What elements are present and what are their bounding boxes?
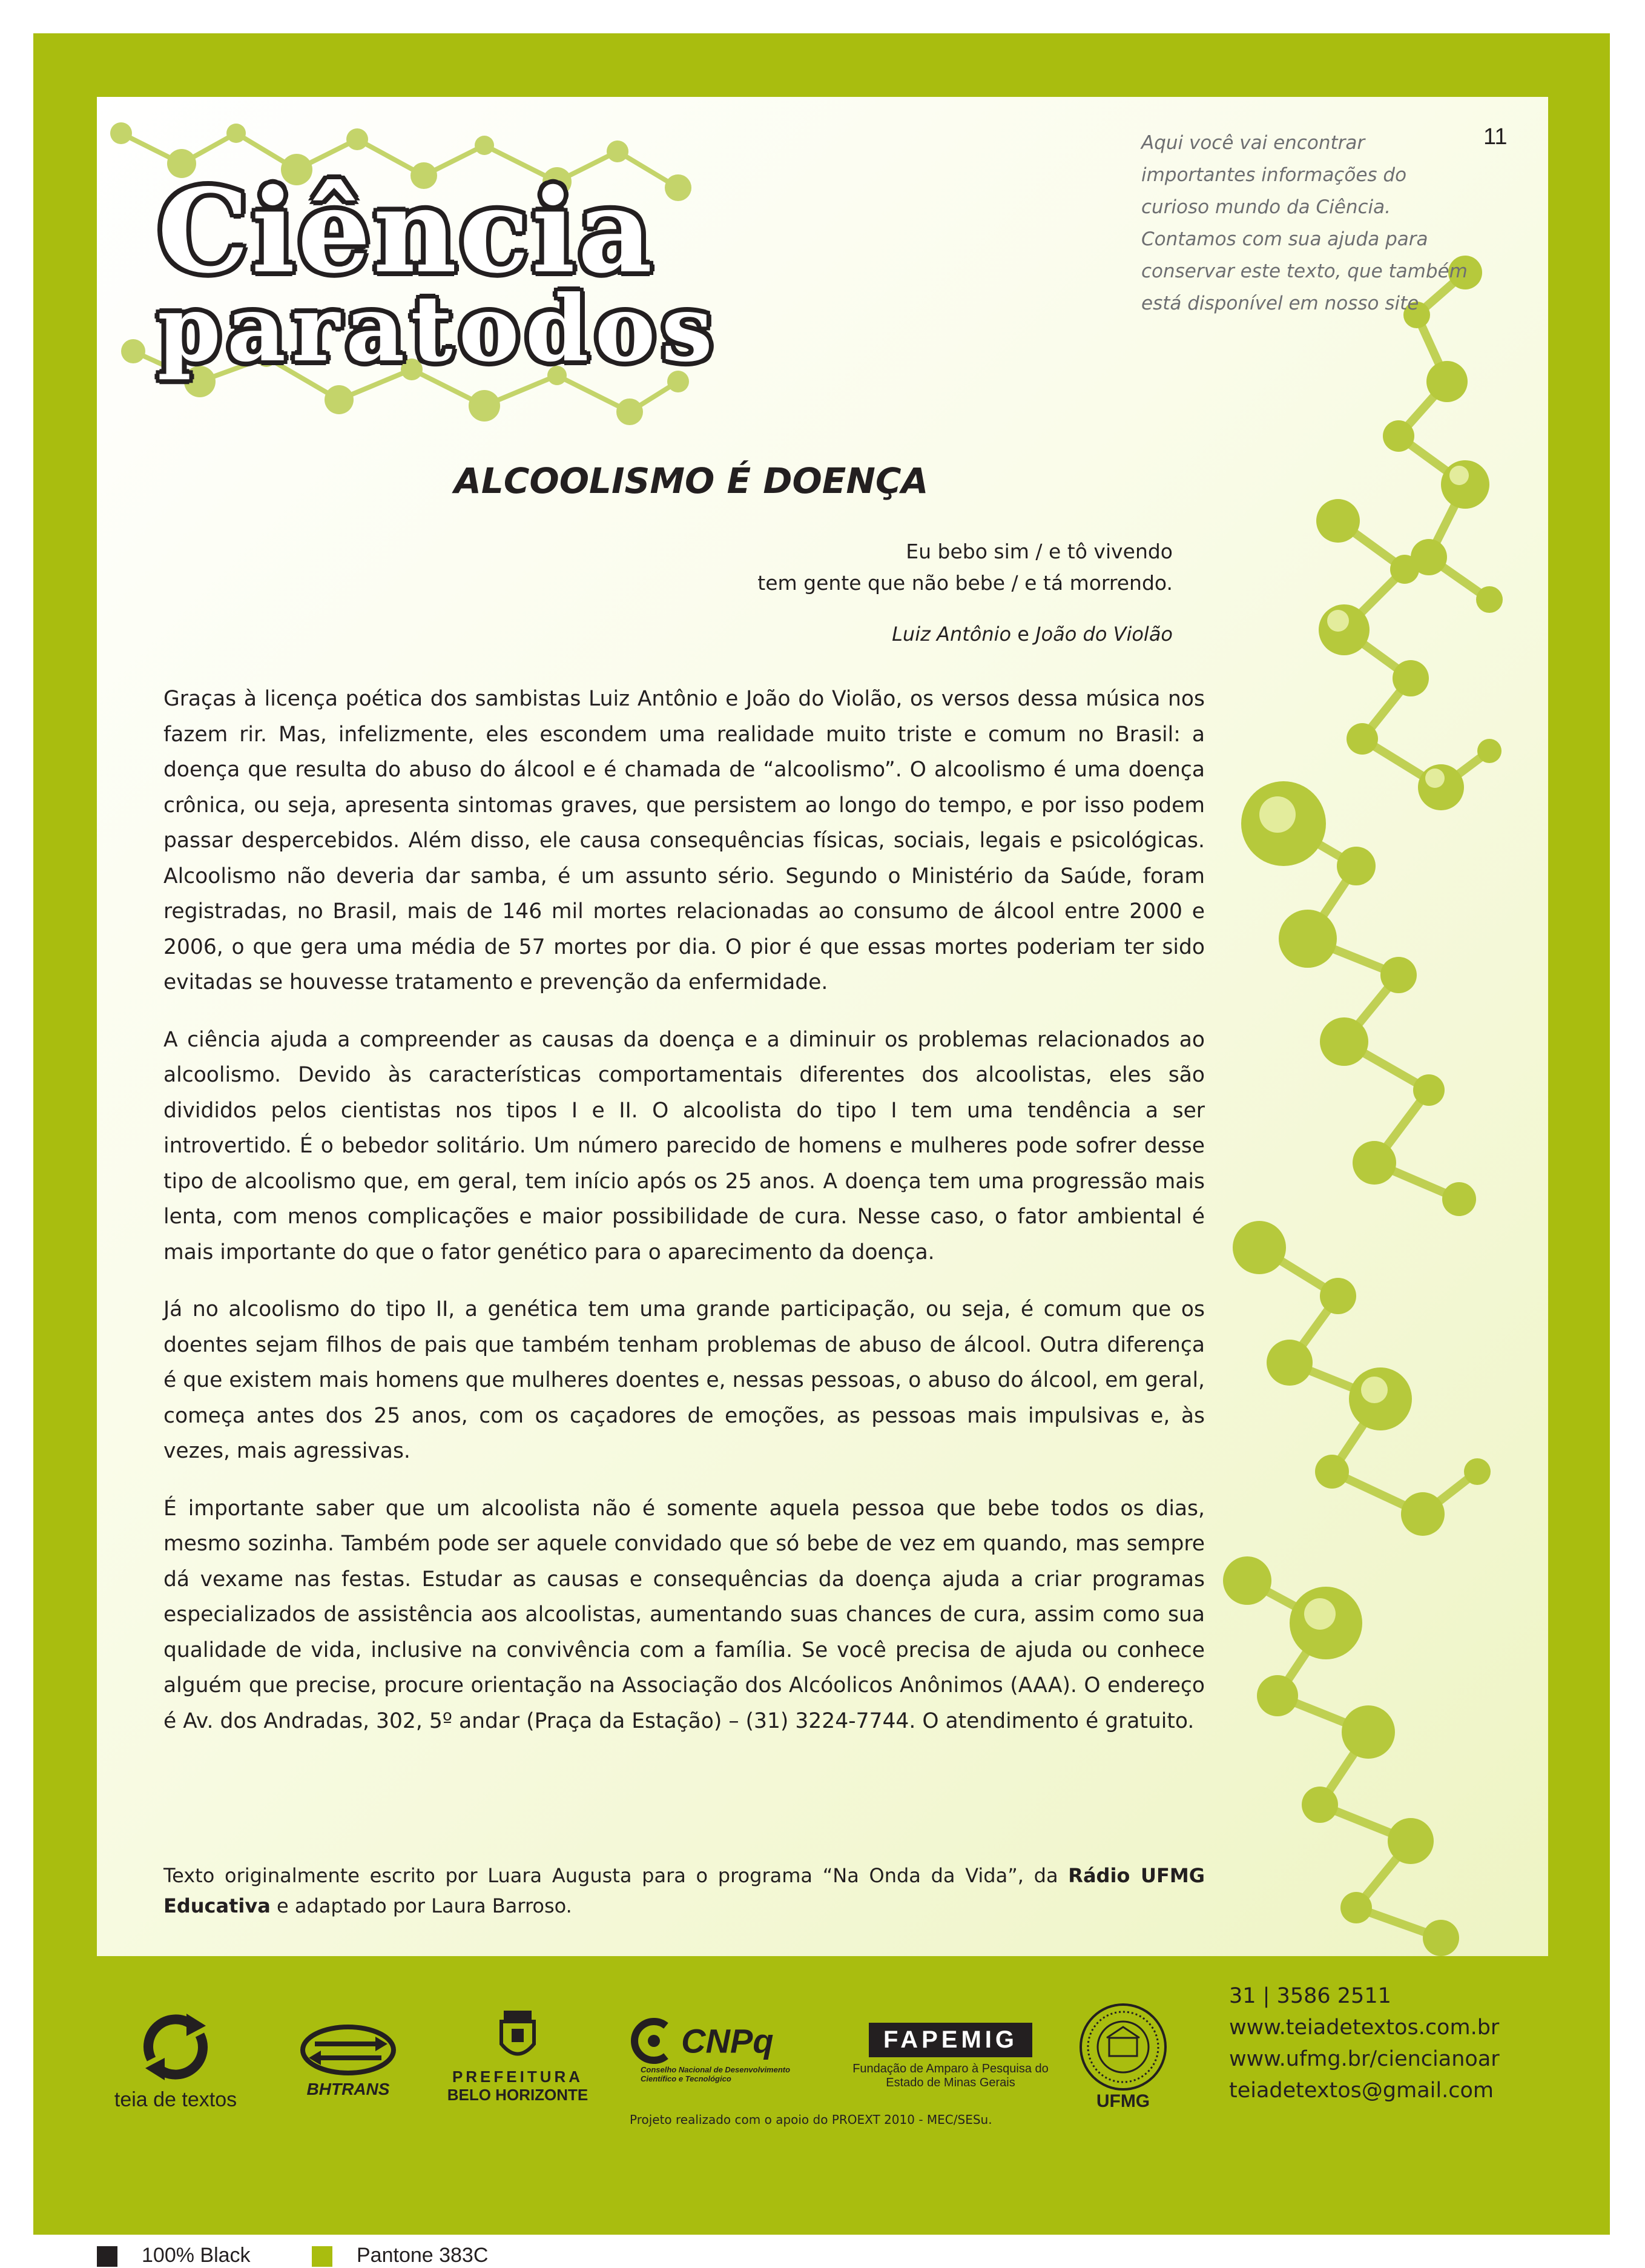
prefeitura-line2: BELO HORIZONTE <box>447 2086 588 2104</box>
logo-title: Ciência <box>157 164 655 299</box>
city-crest-icon <box>496 2005 539 2065</box>
pantone-color-chip <box>312 2246 332 2267</box>
cnpq-logo <box>630 2017 836 2083</box>
content-panel <box>97 97 1548 1956</box>
intro-line: Contamos com sua ajuda para <box>1141 228 1428 250</box>
cnpq-mark-icon <box>630 2017 678 2065</box>
black-swatch-label: 100% Black <box>142 2244 251 2267</box>
fapemig-logo <box>845 2023 1057 2090</box>
intro-text <box>1141 127 1505 320</box>
cycle-arrows-icon <box>133 2011 218 2083</box>
article-paragraph: Graças à licença poética dos sambistas Luiz Antônio e João do Violão, os versos dessa música nos fazem rir. Mas, infelizmente, eles escondem uma realidade muito triste e comum no Brasil: a doença que resulta do abuso do álcool e é chamada de “alcoolismo”. O alcoolismo é uma doença crônica, ou seja, apresenta sintomas graves, que persistem ao longo do tempo, e por isso podem passar despercebidos. Além disso, ele causa consequências físicas, sociais, legais e psicológicas. Alcoolismo não deveria dar samba, é um assunto sério. Segundo o Ministério da Saúde, foram registradas, no Brasil, mais de 146 mil mortes relacionadas ao consumo de álcool entre 2000 e 2006, o que gera uma média de 57 mortes por dia. O pior é que essas mortes poderiam ter sido evitadas se houvesse tratamento e prevenção da enfermidade. <box>163 687 1205 994</box>
author-conjunction: e <box>1017 623 1029 646</box>
intro-line: curioso mundo da Ciência. <box>1141 196 1391 218</box>
contact-block <box>1229 1980 1500 2106</box>
cnpq-subtitle: Conselho Nacional de Desenvolvimento <box>641 2065 791 2074</box>
article-title: ALCOOLISMO É DOENÇA <box>454 460 929 501</box>
logo-subtitle: paratodos <box>157 276 719 382</box>
bhtrans-logo <box>291 2017 406 2099</box>
epigraph-author <box>892 623 1173 646</box>
black-swatch <box>97 2244 251 2267</box>
article-paragraph: Já no alcoolismo do tipo II, a genética tem uma grande participação, ou seja, é comum que os doentes sejam filhos de pais que também tenham problemas de abuso de álcool. Outra diferença é que existem mais homens que mulheres doentes e, nessas pessoas, o abuso do álcool, em geral, começa antes dos 25 anos, com os caçadores de emoções, as pessoas mais impulsivas e, às vezes, mais agressivas. <box>163 1297 1205 1463</box>
support-note: Projeto realizado com o apoio do PROEXT 2010 - MEC/SESu. <box>630 2112 992 2127</box>
fapemig-subtitle: Estado de Minas Gerais <box>886 2076 1015 2089</box>
pantone-swatch <box>312 2244 488 2267</box>
teia-de-textos-logo <box>106 2011 245 2112</box>
fapemig-label: FAPEMIG <box>869 2023 1032 2057</box>
ciencia-logo <box>121 109 787 448</box>
credit-radio-name: Rádio UFMG Educativa <box>163 1864 1205 1917</box>
epigraph <box>757 536 1173 599</box>
page-number: 11 <box>1483 124 1508 150</box>
article-paragraph: É importante saber que um alcoolista não é somente aquela pessoa que bebe todos os dias, mesmo sozinha. Também pode ser aquele convidado que só bebe de vez em quando, mas sempre dá vexame nas festas. Estudar as causas e consequências da doença ajuda a criar programas especializados de assistência aos alcoolistas, aumentando suas chances de cura, assim como sua qualidade de vida, inclusive na convivência com a família. Se você precisa de ajuda ou conhece alguém que precise, procure orientação na Associação dos Alcóolicos Anônimos (AAA). O endereço é Av. dos Andradas, 302, 5º andar (Praça da Estação) – (31) 3224-7744. O atendimento é gratuito. <box>163 1496 1205 1733</box>
article-paragraph: A ciência ajuda a compreender as causas da doença e a diminuir os problemas relacionados ao alcoolismo. Devido às características comportamentais diferentes dos alcoolistas, eles são divididos pelos cientistas nos tipos I e II. O alcoolista do tipo I tem uma tendência a ser introvertido. É o bebedor solitário. Um número parecido de homens e mulheres pode sofrer desse tipo de alcoolismo que, em geral, tem início após os 25 anos. A doença tem uma progressão mais lenta, com menos complicações e maior possibilidade de cura. Nesse caso, o fator ambiental é mais importante do que o fator genético para o aparecimento da doença. <box>163 1027 1205 1265</box>
ufmg-logo <box>1075 2002 1172 2112</box>
cnpq-subtitle: Científico e Tecnológico <box>641 2074 731 2083</box>
bhtrans-label: BHTRANS <box>306 2080 390 2098</box>
fapemig-subtitle: Fundação de Amparo à Pesquisa do <box>852 2062 1049 2075</box>
epigraph-line: tem gente que não bebe / e tá morrendo. <box>757 571 1173 595</box>
contact-site[interactable]: www.teiadetextos.com.br <box>1229 2015 1500 2040</box>
credit-text: e adaptado por Laura Barroso. <box>270 1894 572 1917</box>
ufmg-seal-icon <box>1078 2002 1169 2092</box>
epigraph-line: Eu bebo sim / e tô vivendo <box>906 540 1173 563</box>
contact-email[interactable]: teiadetextos@gmail.com <box>1229 2078 1494 2103</box>
intro-line: está disponível em nosso site <box>1141 293 1419 314</box>
contact-site[interactable]: www.ufmg.br/ciencianoar <box>1229 2047 1500 2071</box>
pantone-swatch-label: Pantone 383C <box>357 2244 489 2267</box>
prefeitura-line1: PREFEITURA <box>452 2068 584 2086</box>
ufmg-label: UFMG <box>1096 2091 1150 2111</box>
article-credit <box>163 1860 1205 1921</box>
author-name: João do Violão <box>1035 623 1173 646</box>
contact-phone: 31 | 3586 2511 <box>1229 1984 1391 2008</box>
article-body <box>163 681 1205 1761</box>
bhtrans-arrows-icon <box>297 2017 400 2083</box>
credit-text: Texto originalmente escrito por Luara Augusta para o programa “Na Onda da Vida”, da <box>163 1864 1069 1887</box>
author-name: Luiz Antônio <box>892 623 1012 646</box>
cnpq-label: CNPq <box>681 2022 774 2060</box>
intro-line: importantes informações do <box>1141 164 1407 186</box>
black-color-chip <box>97 2246 117 2267</box>
teia-label: teia de textos <box>114 2088 237 2111</box>
prefeitura-logo <box>445 2005 590 2104</box>
intro-line: conservar este texto, que também <box>1141 260 1468 282</box>
intro-line: Aqui você vai encontrar <box>1141 132 1365 154</box>
